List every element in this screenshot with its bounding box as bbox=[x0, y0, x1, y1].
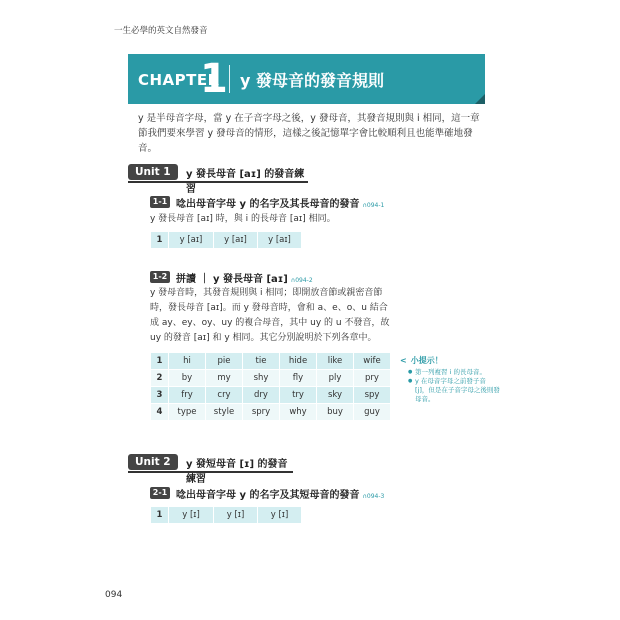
table-cell: buy bbox=[317, 404, 354, 421]
table-cell: cry bbox=[206, 387, 243, 404]
unit-1-label: Unit 1 bbox=[128, 164, 178, 180]
section-tag: 2-1 bbox=[150, 487, 170, 499]
table-cell: sky bbox=[317, 387, 354, 404]
table-cell: y [aɪ] bbox=[169, 232, 214, 249]
table-cell: y [aɪ] bbox=[258, 232, 302, 249]
row-number: 3 bbox=[151, 387, 169, 404]
section-tag: 1-2 bbox=[150, 271, 170, 283]
row-number: 1 bbox=[151, 353, 169, 370]
tip-list bbox=[400, 368, 500, 404]
table-row bbox=[151, 404, 391, 421]
intro-paragraph: y 是半母音字母，當 y 在子音字母之後，y 發母音，其發音規則與 i 相同，這一章節我們要來學習 y 發母音的情形，這樣之後記憶單字會比較順利且也能準確地發音。 bbox=[138, 113, 480, 154]
row-number: 1 bbox=[151, 507, 169, 524]
table-cell: try bbox=[280, 387, 317, 404]
chapter-title: y 發母音的發音規則 bbox=[240, 71, 385, 90]
table-row bbox=[151, 232, 302, 249]
table-cell: y [ɪ] bbox=[214, 507, 258, 524]
section-title: 唸出母音字母 y 的名字及其長母音的發音 ∩094-1 bbox=[176, 199, 385, 210]
row-number: 2 bbox=[151, 370, 169, 387]
chapter-number: 1 bbox=[200, 56, 228, 102]
section-title: 拼讀 ｜ y 發長母音 [aɪ] ∩094-2 bbox=[176, 274, 313, 285]
table-cell: tie bbox=[243, 353, 280, 370]
table-cell: by bbox=[169, 370, 206, 387]
table-cell: pry bbox=[354, 370, 391, 387]
tip-item: ● 第一列複習 i 的長母音。 bbox=[408, 368, 500, 377]
banner-corner bbox=[475, 94, 485, 104]
audio-track-label: ∩094-1 bbox=[362, 202, 385, 209]
headphone-icon: ∩ bbox=[290, 277, 296, 284]
table-row bbox=[151, 507, 302, 524]
table-cell: why bbox=[280, 404, 317, 421]
table-row bbox=[151, 387, 391, 404]
table-cell: spry bbox=[243, 404, 280, 421]
table-cell: hi bbox=[169, 353, 206, 370]
section-1-2-description: y 發母音時，其發音規則與 i 相同；即開放音節或親密音節時，發長母音 [aɪ]。而 y 發母音時，會和 a、e、o、u 結合成 ay、ey、oy、uy 的複合母音，其中 uy 的 u 不發音，故 uy 的發音 [aɪ] 和 y 相同。其它分別說明於下列各章中。 bbox=[150, 288, 390, 343]
unit-2-header bbox=[128, 454, 293, 485]
table-cell: ply bbox=[317, 370, 354, 387]
table-cell: type bbox=[169, 404, 206, 421]
vowel-table-1-1 bbox=[150, 231, 302, 249]
section-1-1-description: y 發長母音 [aɪ] 時，與 i 的長母音 [aɪ] 相同。 bbox=[150, 214, 336, 224]
unit-1-underline bbox=[128, 181, 308, 183]
table-cell: spy bbox=[354, 387, 391, 404]
audio-track-label: ∩094-3 bbox=[362, 493, 385, 500]
page-number: 094 bbox=[105, 590, 123, 600]
chapter-divider bbox=[229, 65, 230, 93]
headphone-icon: ∩ bbox=[362, 493, 367, 500]
chapter-banner bbox=[128, 54, 485, 104]
audio-track-label: ∩094-2 bbox=[290, 277, 313, 284]
table-cell: shy bbox=[243, 370, 280, 387]
unit-2-underline bbox=[128, 471, 293, 473]
unit-2-label: Unit 2 bbox=[128, 454, 178, 470]
row-number: 1 bbox=[151, 232, 169, 249]
table-cell: guy bbox=[354, 404, 391, 421]
table-cell: y [ɪ] bbox=[169, 507, 214, 524]
table-cell: fry bbox=[169, 387, 206, 404]
tip-box bbox=[400, 355, 500, 404]
section-title: 唸出母音字母 y 的名字及其短母音的發音 ∩094-3 bbox=[176, 490, 385, 501]
row-number: 4 bbox=[151, 404, 169, 421]
vowel-table-2-1 bbox=[150, 506, 302, 524]
table-cell: fly bbox=[280, 370, 317, 387]
table-cell: y [ɪ] bbox=[258, 507, 302, 524]
table-cell: hide bbox=[280, 353, 317, 370]
section-tag: 1-1 bbox=[150, 196, 170, 208]
table-cell: wife bbox=[354, 353, 391, 370]
tip-heading: < 小提示！ bbox=[400, 356, 443, 365]
chapter-label: CHAPTER bbox=[138, 71, 220, 89]
table-row bbox=[151, 353, 391, 370]
unit-2-title: y 發短母音 [ɪ] 的發音練習 bbox=[186, 459, 288, 485]
table-cell: like bbox=[317, 353, 354, 370]
word-table-1-2 bbox=[150, 352, 391, 421]
headphone-icon: ∩ bbox=[362, 202, 367, 209]
table-cell: pie bbox=[206, 353, 243, 370]
table-cell: style bbox=[206, 404, 243, 421]
table-cell: my bbox=[206, 370, 243, 387]
tip-item: ● y 在母音字母之前發子音 [j]，但是在子音字母之後則發母音。 bbox=[408, 377, 500, 404]
table-cell: y [aɪ] bbox=[214, 232, 258, 249]
table-row bbox=[151, 370, 391, 387]
chevron-left-icon: < bbox=[400, 356, 407, 365]
table-cell: dry bbox=[243, 387, 280, 404]
unit-1-header bbox=[128, 164, 308, 195]
running-head: 一生必學的英文自然發音 bbox=[114, 26, 208, 36]
unit-1-title: y 發長母音 [aɪ] 的發音練習 bbox=[186, 169, 305, 195]
